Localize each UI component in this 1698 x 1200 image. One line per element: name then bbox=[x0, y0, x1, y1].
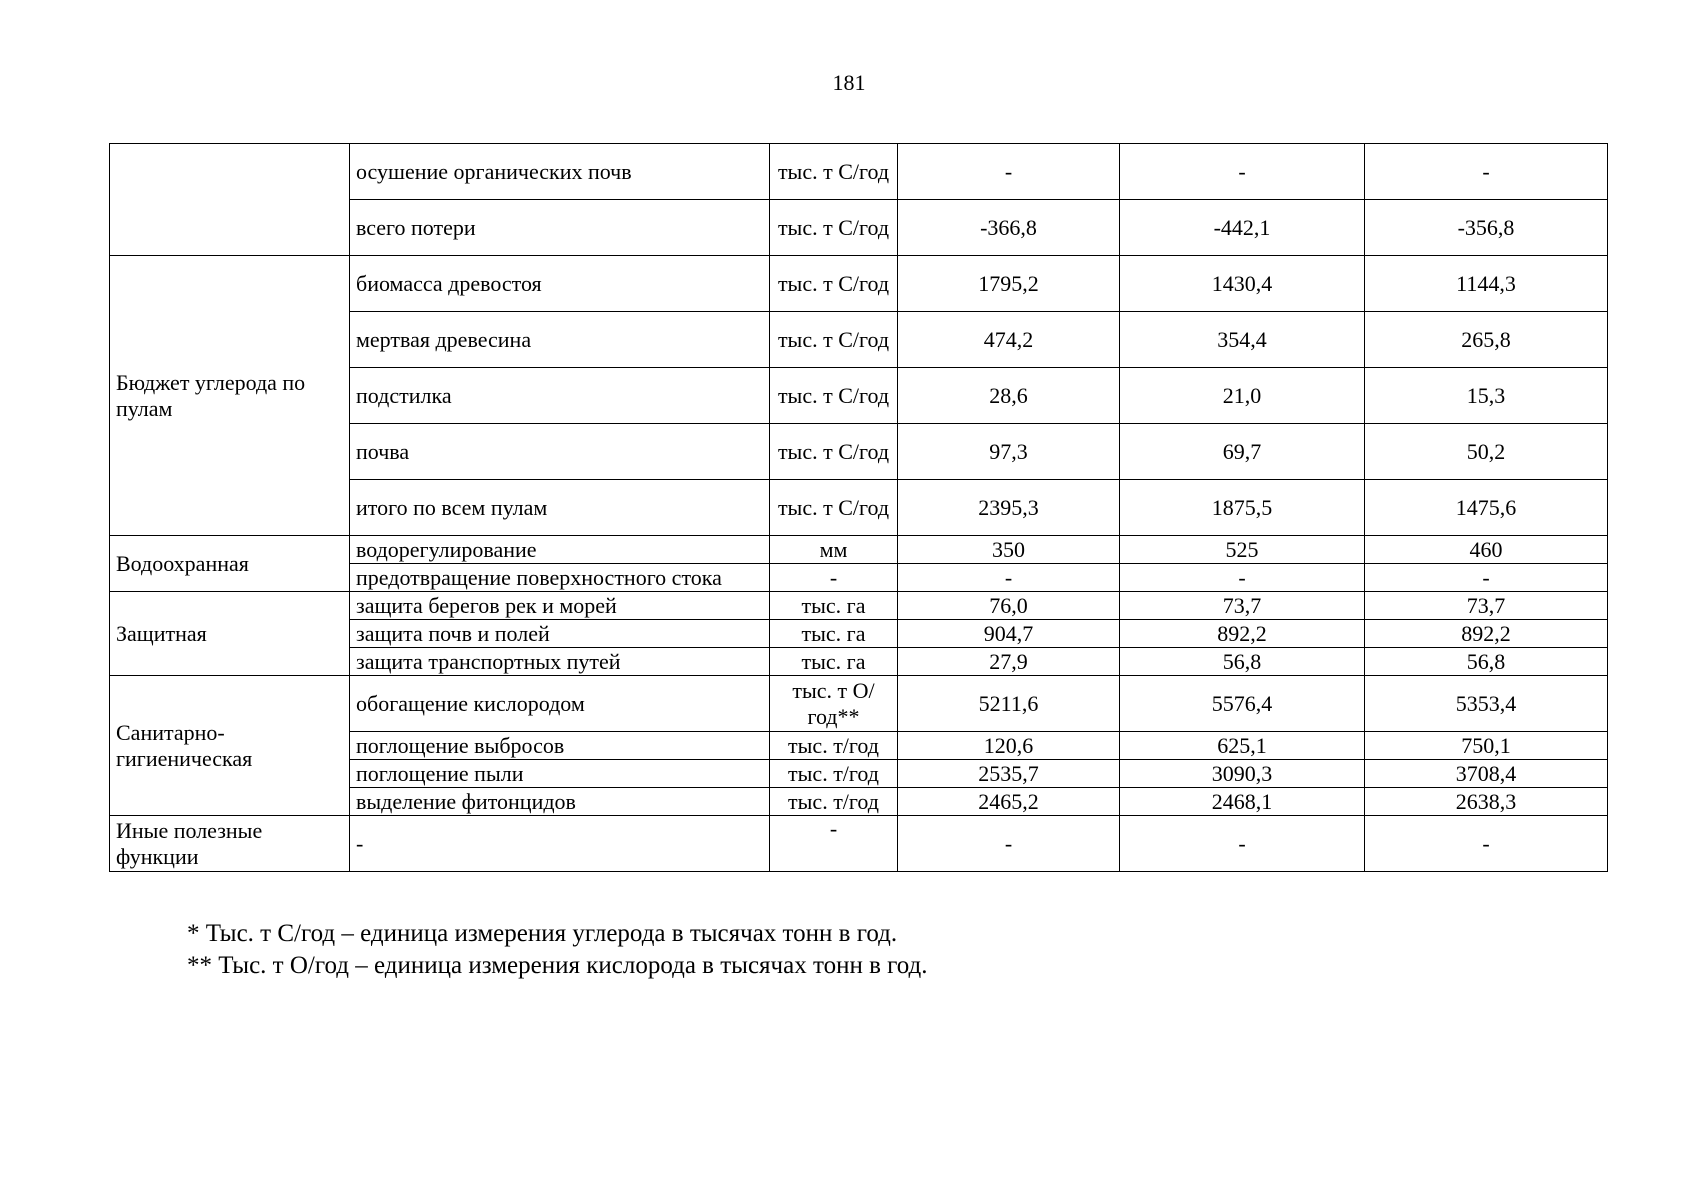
value-cell: - bbox=[898, 564, 1120, 592]
value-cell: 3090,3 bbox=[1120, 760, 1365, 788]
value-cell: 69,7 bbox=[1120, 424, 1365, 480]
indicator-cell: мертвая древесина bbox=[350, 312, 770, 368]
value-cell: - bbox=[1120, 564, 1365, 592]
table-row bbox=[110, 536, 1608, 564]
unit-cell: тыс. т/год bbox=[770, 788, 898, 816]
value-cell: 76,0 bbox=[898, 592, 1120, 620]
unit-cell: тыс. т С/год bbox=[770, 480, 898, 536]
unit-cell: тыс. т С/год bbox=[770, 256, 898, 312]
unit-cell: тыс. га bbox=[770, 648, 898, 676]
table-row bbox=[110, 256, 1608, 312]
indicator-cell: итого по всем пулам bbox=[350, 480, 770, 536]
value-cell: - bbox=[898, 144, 1120, 200]
value-cell: 460 bbox=[1365, 536, 1608, 564]
indicator-cell: поглощение выбросов bbox=[350, 732, 770, 760]
function-cell: Санитарно-гигиеническая bbox=[110, 676, 350, 816]
indicator-cell: подстилка bbox=[350, 368, 770, 424]
value-cell: 892,2 bbox=[1365, 620, 1608, 648]
indicator-cell: защита транспортных путей bbox=[350, 648, 770, 676]
indicator-cell: выделение фитонцидов bbox=[350, 788, 770, 816]
value-cell: 56,8 bbox=[1365, 648, 1608, 676]
unit-cell: тыс. т/год bbox=[770, 732, 898, 760]
value-cell: 750,1 bbox=[1365, 732, 1608, 760]
value-cell: 5353,4 bbox=[1365, 676, 1608, 732]
value-cell: - bbox=[1365, 564, 1608, 592]
value-cell: 350 bbox=[898, 536, 1120, 564]
table-row bbox=[110, 592, 1608, 620]
unit-cell: мм bbox=[770, 536, 898, 564]
value-cell: 265,8 bbox=[1365, 312, 1608, 368]
footnotes bbox=[187, 918, 928, 982]
unit-cell: тыс. га bbox=[770, 620, 898, 648]
value-cell: 904,7 bbox=[898, 620, 1120, 648]
value-cell: - bbox=[1365, 144, 1608, 200]
indicator-cell: защита берегов рек и морей bbox=[350, 592, 770, 620]
value-cell: 1144,3 bbox=[1365, 256, 1608, 312]
table-row bbox=[110, 816, 1608, 872]
value-cell: 625,1 bbox=[1120, 732, 1365, 760]
value-cell: 50,2 bbox=[1365, 424, 1608, 480]
footnote-carbon: * Тыс. т С/год – единица измерения углерода в тысячах тонн в год. bbox=[187, 920, 898, 947]
unit-cell: тыс. т О/год** bbox=[770, 676, 898, 732]
unit-cell: тыс. т С/год bbox=[770, 424, 898, 480]
value-cell: 27,9 bbox=[898, 648, 1120, 676]
value-cell: 354,4 bbox=[1120, 312, 1365, 368]
value-cell: 3708,4 bbox=[1365, 760, 1608, 788]
function-cell: Защитная bbox=[110, 592, 350, 676]
function-cell: Иные полезные функции bbox=[110, 816, 350, 872]
value-cell: 2465,2 bbox=[898, 788, 1120, 816]
value-cell: - bbox=[898, 816, 1120, 872]
value-cell: 5576,4 bbox=[1120, 676, 1365, 732]
value-cell: - bbox=[1120, 816, 1365, 872]
value-cell: 892,2 bbox=[1120, 620, 1365, 648]
value-cell: -356,8 bbox=[1365, 200, 1608, 256]
indicator-cell: - bbox=[350, 816, 770, 872]
indicator-cell: биомасса древостоя bbox=[350, 256, 770, 312]
table-row bbox=[110, 144, 1608, 200]
unit-cell: тыс. т/год bbox=[770, 760, 898, 788]
value-cell: - bbox=[1365, 816, 1608, 872]
value-cell: 1430,4 bbox=[1120, 256, 1365, 312]
value-cell: 28,6 bbox=[898, 368, 1120, 424]
value-cell: 525 bbox=[1120, 536, 1365, 564]
value-cell: 474,2 bbox=[898, 312, 1120, 368]
function-cell: Водоохранная bbox=[110, 536, 350, 592]
indicator-cell: обогащение кислородом bbox=[350, 676, 770, 732]
unit-cell: - bbox=[770, 564, 898, 592]
value-cell: 120,6 bbox=[898, 732, 1120, 760]
value-cell: 73,7 bbox=[1365, 592, 1608, 620]
unit-cell: тыс. т С/год bbox=[770, 368, 898, 424]
function-cell bbox=[110, 144, 350, 256]
value-cell: 15,3 bbox=[1365, 368, 1608, 424]
function-cell: Бюджет углерода по пулам bbox=[110, 256, 350, 536]
forest-functions-table bbox=[109, 143, 1608, 872]
unit-cell: тыс. т С/год bbox=[770, 200, 898, 256]
value-cell: 2468,1 bbox=[1120, 788, 1365, 816]
indicator-cell: осушение органических почв bbox=[350, 144, 770, 200]
footnote-oxygen: ** Тыс. т О/год – единица измерения кислорода в тысячах тонн в год. bbox=[187, 952, 928, 979]
value-cell: 56,8 bbox=[1120, 648, 1365, 676]
value-cell: 2395,3 bbox=[898, 480, 1120, 536]
unit-cell: тыс. т С/год bbox=[770, 144, 898, 200]
value-cell: 21,0 bbox=[1120, 368, 1365, 424]
indicator-cell: всего потери bbox=[350, 200, 770, 256]
indicator-cell: защита почв и полей bbox=[350, 620, 770, 648]
value-cell: - bbox=[1120, 144, 1365, 200]
indicator-cell: предотвращение поверхностного стока bbox=[350, 564, 770, 592]
value-cell: 2535,7 bbox=[898, 760, 1120, 788]
value-cell: 73,7 bbox=[1120, 592, 1365, 620]
indicator-cell: поглощение пыли bbox=[350, 760, 770, 788]
table-row bbox=[110, 676, 1608, 732]
unit-cell: тыс. га bbox=[770, 592, 898, 620]
value-cell: 1475,6 bbox=[1365, 480, 1608, 536]
value-cell: 2638,3 bbox=[1365, 788, 1608, 816]
page-number: 181 bbox=[832, 70, 866, 95]
value-cell: 1875,5 bbox=[1120, 480, 1365, 536]
unit-cell: - bbox=[770, 816, 898, 872]
unit-cell: тыс. т С/год bbox=[770, 312, 898, 368]
value-cell: 97,3 bbox=[898, 424, 1120, 480]
indicator-cell: почва bbox=[350, 424, 770, 480]
value-cell: -366,8 bbox=[898, 200, 1120, 256]
value-cell: 1795,2 bbox=[898, 256, 1120, 312]
indicator-cell: водорегулирование bbox=[350, 536, 770, 564]
value-cell: -442,1 bbox=[1120, 200, 1365, 256]
value-cell: 5211,6 bbox=[898, 676, 1120, 732]
